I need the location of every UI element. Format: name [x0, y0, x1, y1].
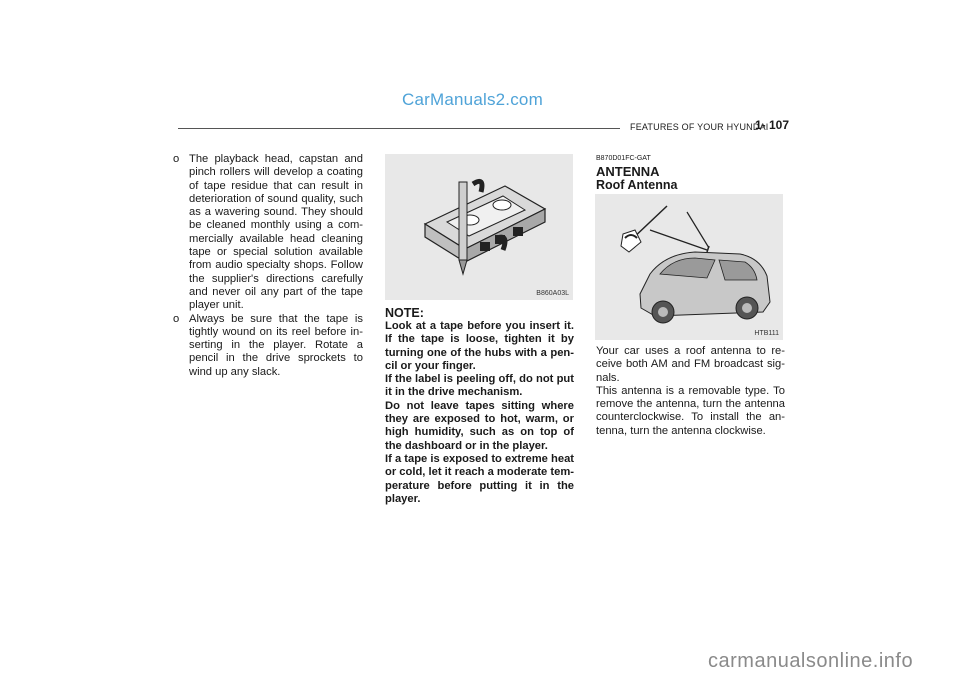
header-rule: [178, 128, 620, 129]
body-paragraph: This antenna is a removable type. To remove the antenna, turn the antenna counterclockwise. To install the an-tenna, turn the antenna clockwise.: [596, 384, 785, 437]
bullet-mark: o: [173, 312, 180, 325]
car-antenna-illustration: [595, 194, 783, 340]
note-paragraph: Do not leave tapes sitting where they are exposed to hot, warm, or high humidity, such as on top of the dashboard or in the player.: [385, 399, 574, 452]
watermark-bottom[interactable]: carmanualsonline.info: [708, 650, 914, 672]
figure-label: HTB111: [754, 330, 779, 337]
note-title: NOTE:: [385, 306, 424, 320]
list-item: [173, 313, 363, 379]
page-number: 1- 107: [755, 118, 790, 132]
header-section-title: FEATURES OF YOUR HYUNDAI: [630, 122, 769, 132]
bullet-mark: o: [173, 153, 180, 165]
watermark-top[interactable]: CarManuals2.com: [402, 90, 543, 109]
column-1: [173, 153, 363, 379]
note-body: [385, 320, 574, 506]
cassette-pencil-illustration: [385, 154, 573, 300]
antenna-body: [596, 345, 785, 438]
bullet-text: Always be sure that the tape is tightly wound on its reel before in-serting in the player. Rotate a pencil in the drive sprockets to wind up any slack.: [189, 312, 363, 378]
note-paragraph: If a tape is exposed to extreme heat or cold, let it reach a moderate tem-perature before putting it in the player.: [385, 452, 575, 505]
section-subtitle: Roof Antenna: [596, 178, 678, 192]
cassette-figure: [385, 154, 573, 300]
list-item: [173, 153, 363, 313]
car-figure: [595, 194, 783, 340]
note-paragraph: If the label is peeling off, do not put it in the drive mechanism.: [385, 373, 574, 399]
bullet-text: The playback head, capstan and pinch rollers will develop a coating of tape residue that can result in deterioration of sound quality, such as a wavering sound. They should be cleaned monthly using a com-mercially available head cleaning tape or special solution available from audio specialty shops. Follow the supplier's directions carefully and never oil any part of the tape player unit.: [189, 153, 363, 312]
section-code: B870D01FC-GAT: [596, 155, 651, 162]
note-paragraph: Look at a tape before you insert it. If the tape is loose, tighten it by turning one of the hubs with a pen-cil or your finger.: [385, 320, 574, 372]
section-title: ANTENNA: [596, 164, 660, 179]
body-paragraph: Your car uses a roof antenna to re-ceive both AM and FM broadcast sig-nals.: [596, 345, 785, 384]
figure-label: B860A03L: [536, 290, 569, 297]
